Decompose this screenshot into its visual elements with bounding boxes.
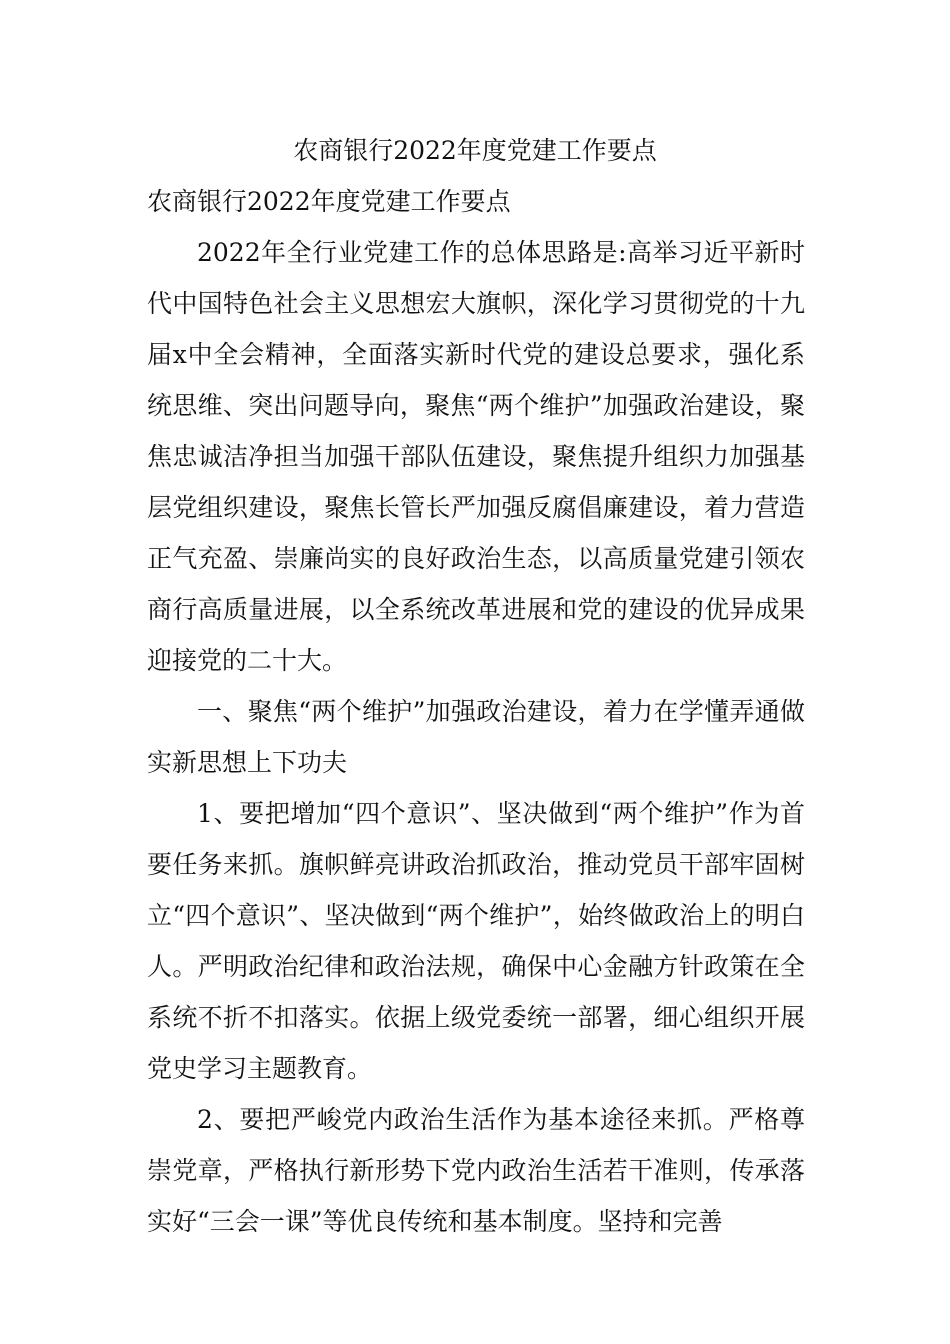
- paragraph-item-2: 2、要把严峻党内政治生活作为基本途径来抓。严格尊崇党章，严格执行新形势下党内政治生活若干准则，传承落实好“三会一课”等优良传统和基本制度。坚持和完善: [147, 1105, 805, 1236]
- paragraph-overview: 2022年全行业党建工作的总体思路是:高举习近平新时代中国特色社会主义思想宏大旗帜，深化学习贯彻党的十九届x中全会精神，全面落实新时代党的建设总要求，强化系统思维、突出问题导向，聚焦“两个维护”加强政治建设，聚焦忠诚洁净担当加强干部队伍建设，聚焦提升组织力加强基层党组织建设，聚焦长管长严加强反腐倡廉建设，着力营造正气充盈、崇廉尚实的良好政治生态，以高质量党建引领农商行高质量进展，以全系统改革进展和党的建设的优异成果迎接党的二十大。: [147, 238, 805, 675]
- document-heading: 农商银行2022年度党建工作要点: [147, 187, 511, 216]
- document-title: 农商银行2022年度党建工作要点: [293, 136, 657, 165]
- section-heading-1: 一、聚焦“两个维护”加强政治建设，着力在学懂弄通做实新思想上下功夫: [147, 697, 805, 777]
- paragraph-item-1: 1、要把增加“四个意识”、坚决做到“两个维护”作为首要任务来抓。旗帜鲜亮讲政治抓政治，推动党员干部牢固树立“四个意识”、坚决做到“两个维护”，始终做政治上的明白人。严明政治纪律和政治法规，确保中心金融方针政策在全系统不折不扣落实。依据上级党委统一部署，细心组织开展党史学习主题教育。: [147, 799, 805, 1083]
- document-body: [147, 176, 805, 1247]
